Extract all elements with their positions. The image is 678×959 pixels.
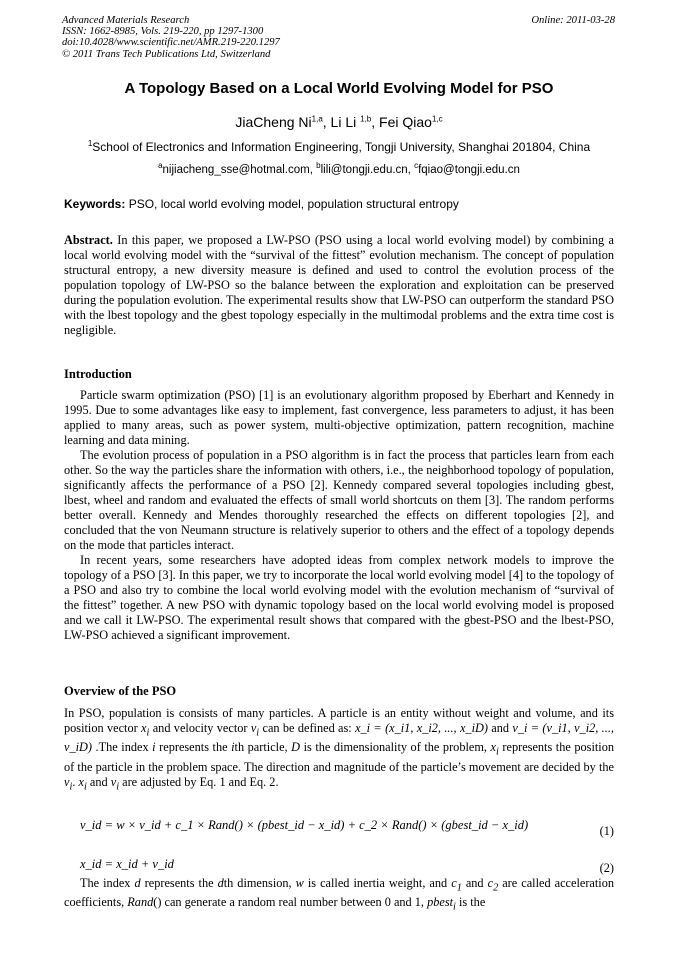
equation-number: (1)	[599, 824, 614, 838]
journal-header	[62, 15, 280, 60]
copyright-line: © 2011 Trans Tech Publications Ltd, Switzerland	[62, 48, 271, 60]
abstract	[64, 233, 614, 338]
journal-name: Advanced Materials Research	[62, 15, 190, 26]
equation-1: v_id = w × v_id + c_1 × Rand() × (pbest_id − x_id) + c_2 × Rand() × (gbest_id − x_id)	[80, 818, 529, 832]
email-sup: b	[316, 161, 321, 170]
online-date: Online: 2011-03-28	[531, 15, 615, 26]
author-name: Fei Qiao	[379, 114, 432, 130]
equation-2: x_id = x_id + v_id	[80, 857, 174, 871]
email-sup: c	[414, 161, 419, 170]
email-list	[0, 161, 678, 176]
keywords	[64, 197, 459, 211]
equation-number: (2)	[599, 861, 614, 875]
paragraph: In recent years, some researchers have adopted ideas from complex network models to improve the topology of a PSO [3]. In this paper, we try to incorporate the local world evolving model [4] to the topology of a PSO and also try to combine the local world evolving model with the evolution mechanism of “survival of the fittest” together. A new PSO with dynamic topology based on the local world evolving model is proposed and we call it LW-PSO. The experimental result shows that compared with the gbest-PSO and the lbest-PSO, LW-PSO achieved a significant improvement.	[64, 553, 614, 642]
affiliation	[0, 139, 678, 154]
author-name: JiaCheng Ni	[235, 114, 312, 130]
email-link: lili@tongji.edu.cn,	[320, 163, 415, 176]
abstract-label: Abstract.	[64, 233, 113, 247]
keywords-label: Keywords:	[64, 197, 126, 211]
author-sup: 1,a	[311, 114, 323, 124]
paragraph: The evolution process of population in a PSO algorithm is in fact the process that particles learn from each other. So the way the particles share the information with others, i.e., the neighborhood topology of population, significantly affects the performance of a PSO [2]. Kennedy compared several topologies including gbest, lbest, wheel and random and evaluated the effects of small world shortcuts on them [3]. The random performs better overall. Kennedy and Mendes thoroughly researched the effects on different topologies [2], and concluded that the von Neumann structure is relatively superior to others and the effect of a topology depends on the mode that particles interact.	[64, 448, 614, 552]
section-heading-introduction: Introduction	[64, 367, 132, 381]
paper-title: A Topology Based on a Local World Evolving Model for PSO	[124, 80, 554, 97]
introduction-body	[64, 388, 614, 643]
email-link: nijiacheng_sse@hotmal.com,	[162, 163, 317, 176]
paragraph: In PSO, population is consists of many particles. A particle is an entity without weight and volume, and its position vector $x_i$ and velocity vector $v_i$ can be defined as: x_i = (x_i1, x_i2, ..., x_iD) and v_i = (v_i1, v_i2, ..., v_iD) .The index i represents the ith particle, D is the dimensionality of the problem, $x_i$ represents the position of the particle in the problem space. The direction and magnitude of the particle’s movement are decided by the $v_i$. $x_i$ and $v_i$ are adjusted by Eq. 1 and Eq. 2.	[64, 706, 615, 793]
position-vector-formula: x_i = (x_i1, x_i2, ..., x_iD)	[355, 721, 488, 735]
email-link: fqiao@tongji.edu.cn	[418, 163, 520, 176]
author-sup: 1,c	[431, 114, 443, 124]
author-list: JiaCheng Ni$^{1,a}$, Li Li $^{1,b}$, Fei Qiao$^{1,c}$	[235, 114, 443, 130]
affiliation-text: School of Electronics and Information Engineering, Tongji University, Shanghai 201804, China	[92, 140, 591, 154]
issn-line: ISSN: 1662-8985, Vols. 219-220, pp 1297-1300	[62, 26, 264, 38]
keywords-text: PSO, local world evolving model, population structural entropy	[125, 197, 459, 211]
paragraph: Particle swarm optimization (PSO) [1] is an evolutionary algorithm proposed by Eberhart and Kennedy in 1995. Due to some advantages like easy to implement, fast convergence, less parameters to adjust, it has been applied to many areas, such as power system, multi-objective optimization, pattern recognition, machine learning and data mining.	[64, 388, 614, 447]
velocity-vector-formula: v_i = (v_i1, v_i2, ..., v_iD)	[64, 721, 614, 755]
abstract-text: In this paper, we proposed a LW-PSO (PSO using a local world evolving model) by combining a local world evolving model with the “survival of the fittest” evolution mechanism. The concept of population structural entropy, a new diversity measure is defined and used to control the evolution process of the population topology of LW-PSO so the balance between the exploration and exploitation can be preserved during the population evolution. The experimental results show that LW-PSO can outperform the standard PSO with the lbest topology and the gbest topology especially in the multimodal problems and the extra time cost is negligible.	[64, 233, 614, 337]
doi-line: doi:10.4028/www.scientific.net/AMR.219-220.1297	[62, 37, 280, 49]
section-heading-overview: Overview of the PSO	[64, 684, 177, 698]
overview-body	[64, 706, 614, 794]
paragraph-continuation: The index d represents the dth dimension, w is called inertia weight, and $c_1$ and $c_2$ are called acceleration coefficients, Rand() can generate a random real number between 0 and 1, pbest$_i$ is the	[64, 876, 615, 913]
email-sup: a	[158, 161, 163, 170]
affiliation-sup: 1	[87, 139, 93, 148]
author-name: Li Li	[330, 114, 361, 130]
author-sup: 1,b	[360, 114, 372, 124]
